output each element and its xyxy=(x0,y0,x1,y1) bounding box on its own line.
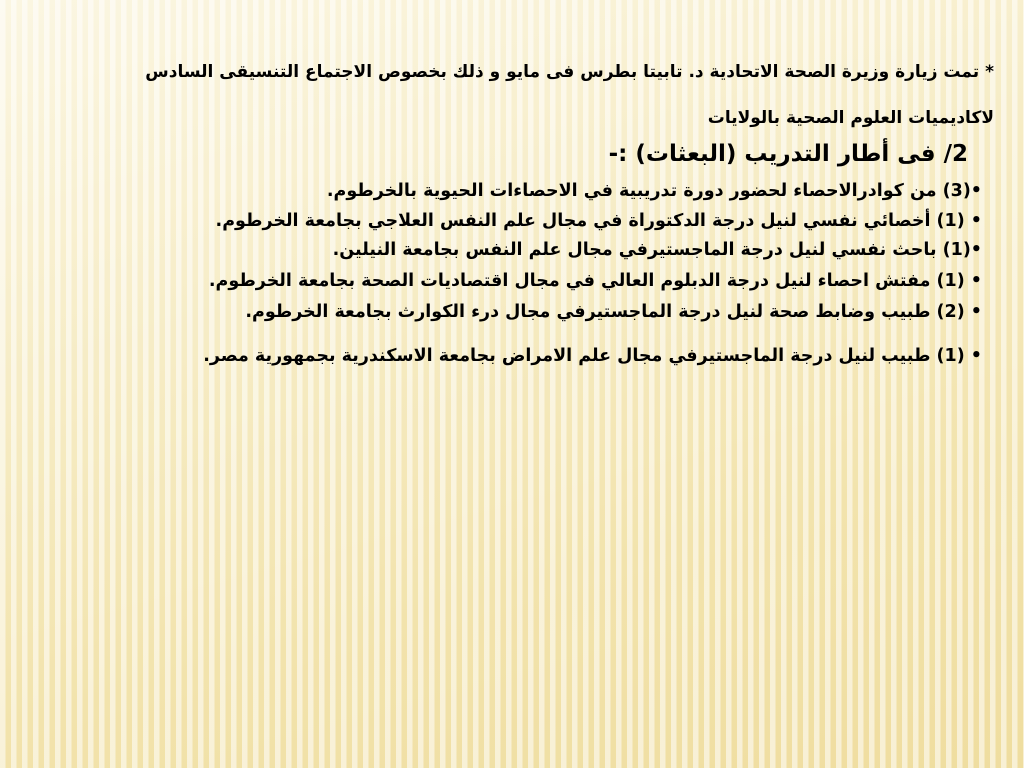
bullet-item: • (2) طبيب وضابط صحة لنيل درجة الماجستيرفي مجال درء الكوارث بجامعة الخرطوم. xyxy=(245,302,982,322)
bullet-item: • (1) مفتش احصاء لنيل درجة الدبلوم العالي في مجال اقتصاديات الصحة بجامعة الخرطوم. xyxy=(208,271,982,291)
intro-line-1: * تمت زيارة وزيرة الصحة الاتحادية د. تابيتا بطرس فى مايو و ذلك بخصوص الاجتماع التنسيقى السادس xyxy=(145,62,994,82)
bullet-item: • (1) طبيب لنيل درجة الماجستيرفي مجال علم الامراض بجامعة الاسكندرية بجمهورية مصر. xyxy=(203,346,982,366)
section-heading: 2/ فى أطار التدريب (البعثات) :- xyxy=(608,141,968,167)
intro-line-2: لاكاديميات العلوم الصحية بالولايات xyxy=(707,108,994,128)
bullet-item: • (1) أخصائي نفسي لنيل درجة الدكتوراة في مجال علم النفس العلاجي بجامعة الخرطوم. xyxy=(215,211,982,231)
bullet-item: •(1) باحث نفسي لنيل درجة الماجستيرفي مجال علم النفس بجامعة النيلين. xyxy=(332,240,982,260)
bullet-item: •(3) من كوادرالاحصاء لحضور دورة تدريبية في الاحصاءات الحيوية بالخرطوم. xyxy=(326,181,982,201)
